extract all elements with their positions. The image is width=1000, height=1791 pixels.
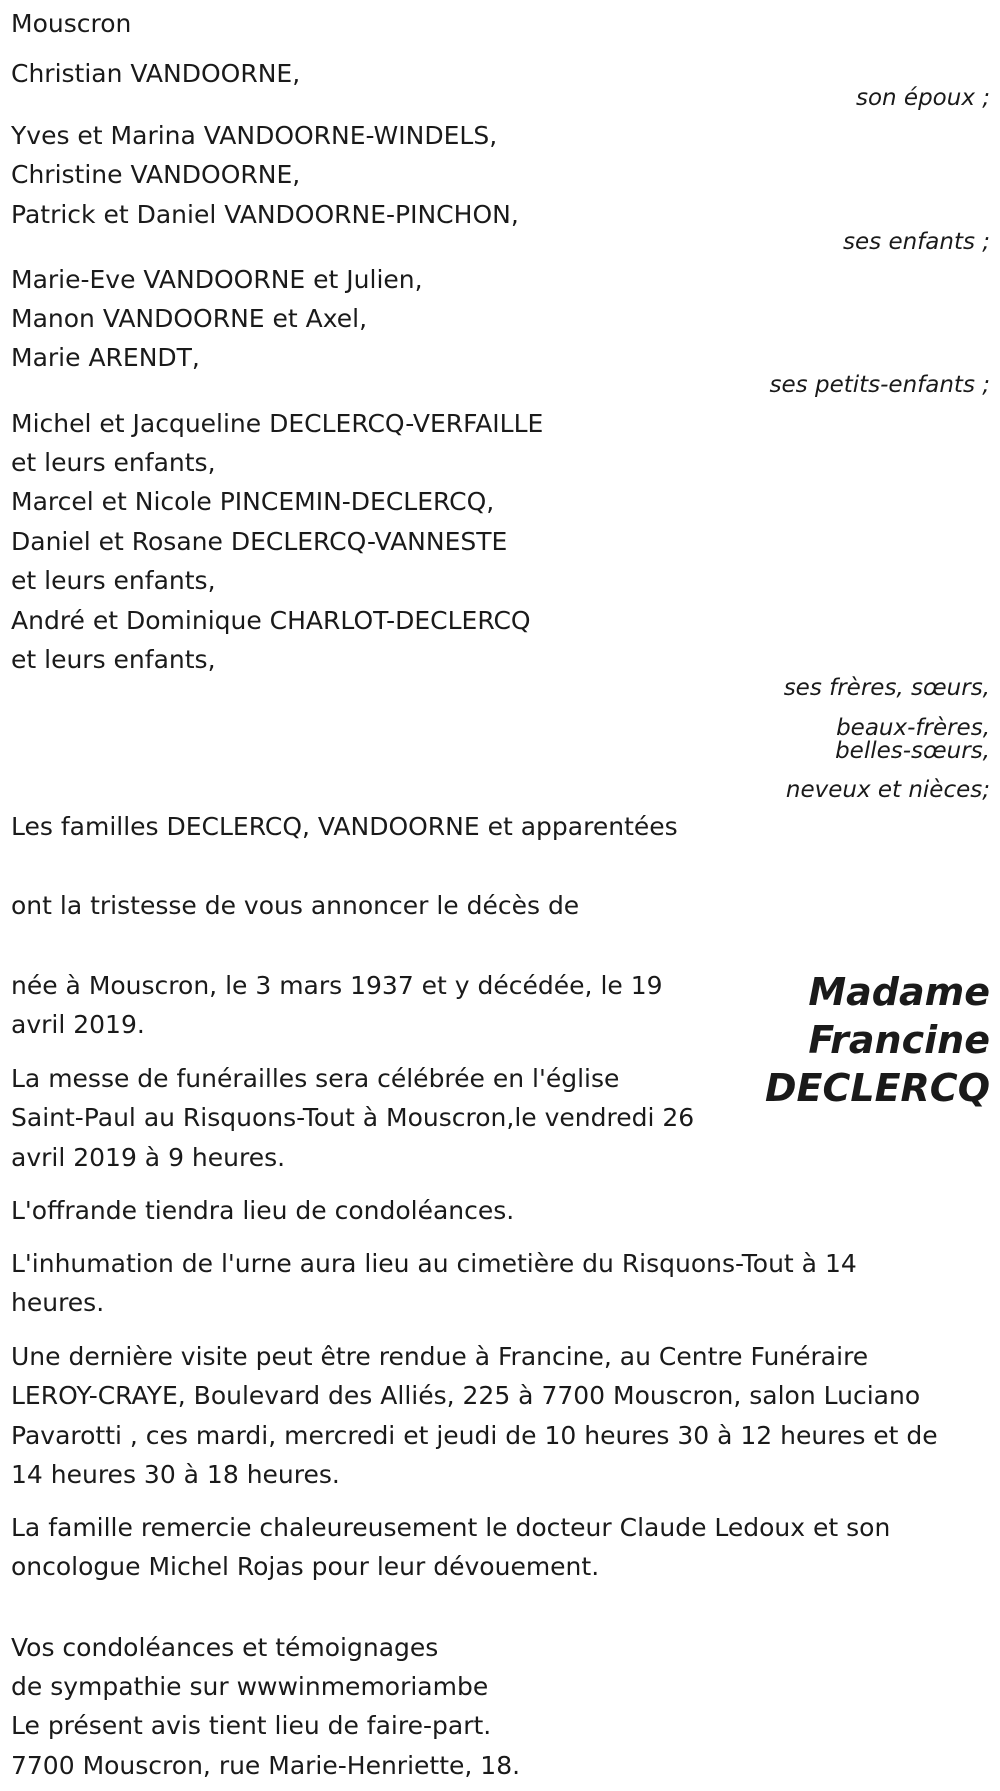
visit-line: 14 heures 30 à 18 heures. [11,1460,340,1489]
visit-line: LEROY-CRAYE, Boulevard des Alliés, 225 à 7700 Mouscron, salon Luciano [11,1381,921,1410]
deceased-title: Madame [808,970,990,1014]
children-relation: ses enfants ; [843,229,990,255]
mass-line: Saint-Paul au Risquons-Tout à Mouscron,le vendredi 26 [11,1103,695,1132]
spouse-name: Christian VANDOORNE, [11,59,301,88]
child-name: Yves et Marina VANDOORNE-WINDELS, [11,121,498,150]
grandchildren-relation: ses petits-enfants ; [769,372,990,398]
sibling-line: André et Dominique CHARLOT-DECLERCQ [11,606,531,635]
birth-line: avril 2019. [11,1010,145,1039]
grandchild-name: Marie-Eve VANDOORNE et Julien, [11,265,423,294]
sibling-line: et leurs enfants, [11,448,216,477]
siblings-relation: ses frères, sœurs, [783,675,990,701]
thanks-line: oncologue Michel Rojas pour leur dévouement. [11,1552,600,1581]
deceased-last-name: DECLERCQ [764,1066,990,1110]
grandchild-name: Manon VANDOORNE et Axel, [11,304,368,333]
siblings-relation: belles-sœurs, [835,738,990,764]
sibling-line: et leurs enfants, [11,645,216,674]
deceased-first-name: Francine [808,1018,990,1062]
siblings-relation: neveux et nièces; [785,777,990,803]
burial-line: heures. [11,1288,105,1317]
birth-line: née à Mouscron, le 3 mars 1937 et y décédée, le 19 [11,971,663,1000]
announcement-line: ont la tristesse de vous annoncer le décès de [11,891,580,920]
thanks-line: La famille remercie chaleureusement le docteur Claude Ledoux et son [11,1513,891,1542]
siblings-relation: beaux-frères, [836,715,990,741]
deceased-name [765,968,990,1112]
offering-line: L'offrande tiendra lieu de condoléances. [11,1196,515,1225]
spouse-relation: son époux ; [855,85,990,111]
footer-line: 7700 Mouscron, rue Marie-Henriette, 18. [11,1751,521,1780]
city-header: Mouscron [11,9,132,38]
sibling-line: Marcel et Nicole PINCEMIN-DECLERCQ, [11,487,495,516]
families-line: Les familles DECLERCQ, VANDOORNE et apparentées [11,812,678,841]
child-name: Patrick et Daniel VANDOORNE-PINCHON, [11,200,519,229]
footer-line: Vos condoléances et témoignages [11,1633,439,1662]
mass-line: avril 2019 à 9 heures. [11,1143,286,1172]
footer-line: Le présent avis tient lieu de faire-part. [11,1711,492,1740]
visit-line: Une dernière visite peut être rendue à Francine, au Centre Funéraire [11,1342,869,1371]
mass-line: La messe de funérailles sera célébrée en l'église [11,1064,620,1093]
grandchild-name: Marie ARENDT, [11,343,200,372]
footer-line: de sympathie sur wwwinmemoriambe [11,1672,489,1701]
sibling-line: et leurs enfants, [11,566,216,595]
sibling-line: Daniel et Rosane DECLERCQ-VANNESTE [11,527,508,556]
burial-line: L'inhumation de l'urne aura lieu au cimetière du Risquons-Tout à 14 [11,1249,857,1278]
sibling-line: Michel et Jacqueline DECLERCQ-VERFAILLE [11,409,544,438]
visit-line: Pavarotti , ces mardi, mercredi et jeudi de 10 heures 30 à 12 heures et de [11,1421,938,1450]
child-name: Christine VANDOORNE, [11,160,301,189]
